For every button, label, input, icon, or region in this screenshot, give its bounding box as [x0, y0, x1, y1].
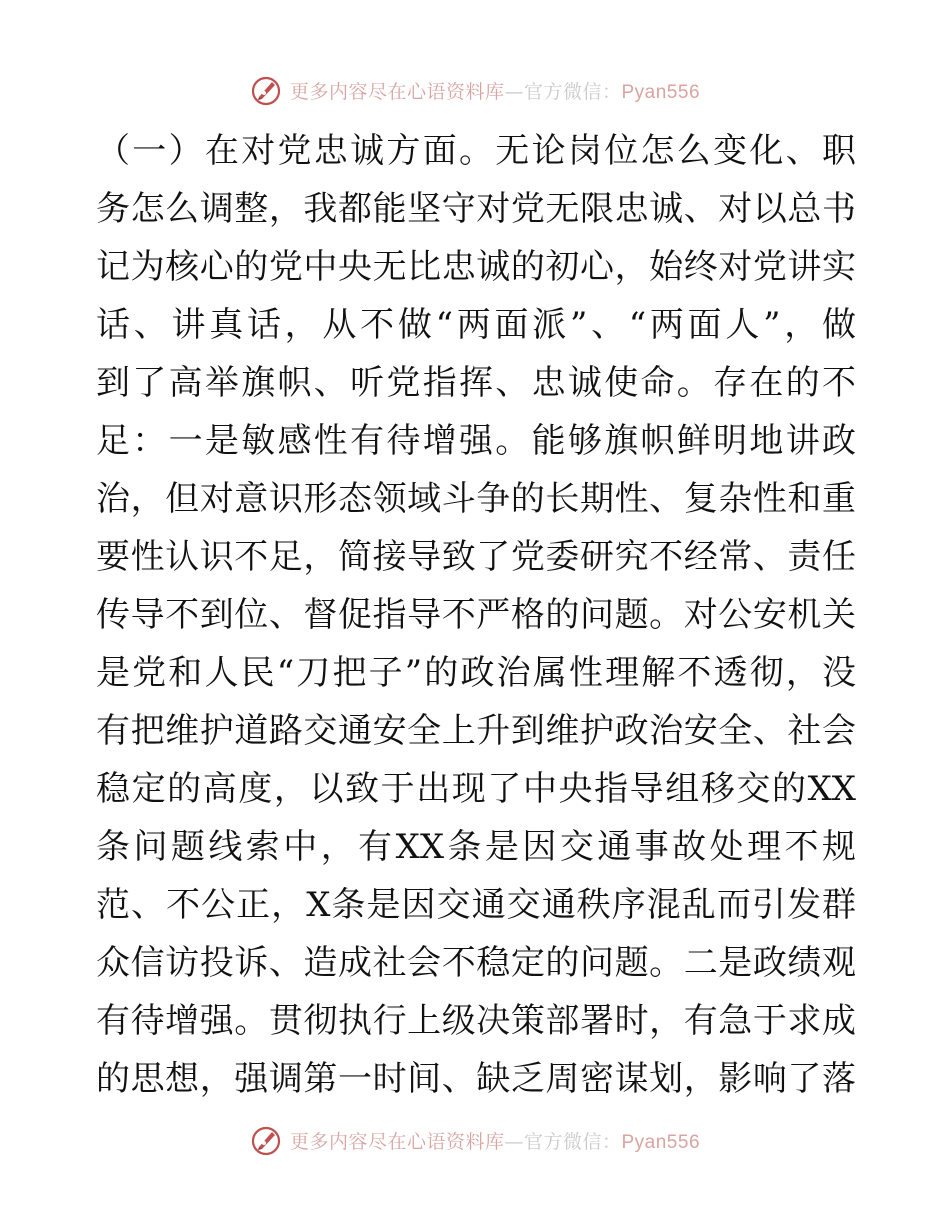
text-line: 要性认识不足，简接导致了党委研究不经常、责任 — [96, 537, 856, 577]
watermark-group — [250, 1124, 700, 1156]
watermark-group — [250, 74, 700, 106]
watermark-separator: — — [504, 80, 524, 103]
watermark-wechat-label: 官方微信： — [523, 80, 622, 103]
text-line: 范、不公正，X条是因交通交通秩序混乱而引发群 — [96, 885, 856, 925]
text-line: 条问题线索中，有XX条是因交通事故处理不规 — [96, 827, 856, 867]
watermark-wechat-label: 官方微信： — [523, 1130, 622, 1153]
quill-logo-icon — [250, 74, 282, 106]
text-line: （一）在对党忠诚方面。无论岗位怎么变化、职 — [96, 131, 856, 171]
watermark-text — [290, 77, 700, 104]
footer-watermark — [0, 1120, 950, 1160]
watermark-main: 更多内容尽在心语资料库 — [289, 1130, 505, 1153]
watermark-separator: — — [504, 1130, 524, 1153]
text-line: 有待增强。贯彻执行上级决策部署时，有急于求成 — [96, 1001, 856, 1041]
text-line: 的思想，强调第一时间、缺乏周密谋划，影响了落 — [96, 1059, 856, 1099]
document-body — [96, 122, 856, 1108]
text-line: 是党和人民“刀把子”的政治属性理解不透彻，没 — [96, 653, 856, 693]
text-line: 传导不到位、督促指导不严格的问题。对公安机关 — [96, 595, 856, 635]
text-line: 话、讲真话，从不做“两面派”、“两面人”，做 — [96, 305, 856, 345]
text-line: 有把维护道路交通安全上升到维护政治安全、社会 — [96, 711, 856, 751]
text-line: 到了高举旗帜、听党指挥、忠诚使命。存在的不 — [96, 363, 856, 403]
text-line: 稳定的高度，以致于出现了中央指导组移交的XX — [96, 769, 856, 809]
header-watermark — [0, 70, 950, 110]
text-line: 记为核心的党中央无比忠诚的初心，始终对党讲实 — [96, 247, 856, 287]
text-line: 务怎么调整，我都能坚守对党无限忠诚、对以总书 — [96, 189, 856, 229]
text-line: 治，但对意识形态领域斗争的长期性、复杂性和重 — [96, 479, 856, 519]
watermark-wechat-id: Pyan556 — [621, 1131, 701, 1153]
quill-logo-icon — [250, 1124, 282, 1156]
watermark-wechat-id: Pyan556 — [621, 81, 701, 103]
watermark-main: 更多内容尽在心语资料库 — [289, 80, 505, 103]
text-line: 足：一是敏感性有待增强。能够旗帜鲜明地讲政 — [96, 421, 856, 461]
watermark-text — [290, 1127, 700, 1154]
text-line: 众信访投诉、造成社会不稳定的问题。二是政绩观 — [96, 943, 856, 983]
